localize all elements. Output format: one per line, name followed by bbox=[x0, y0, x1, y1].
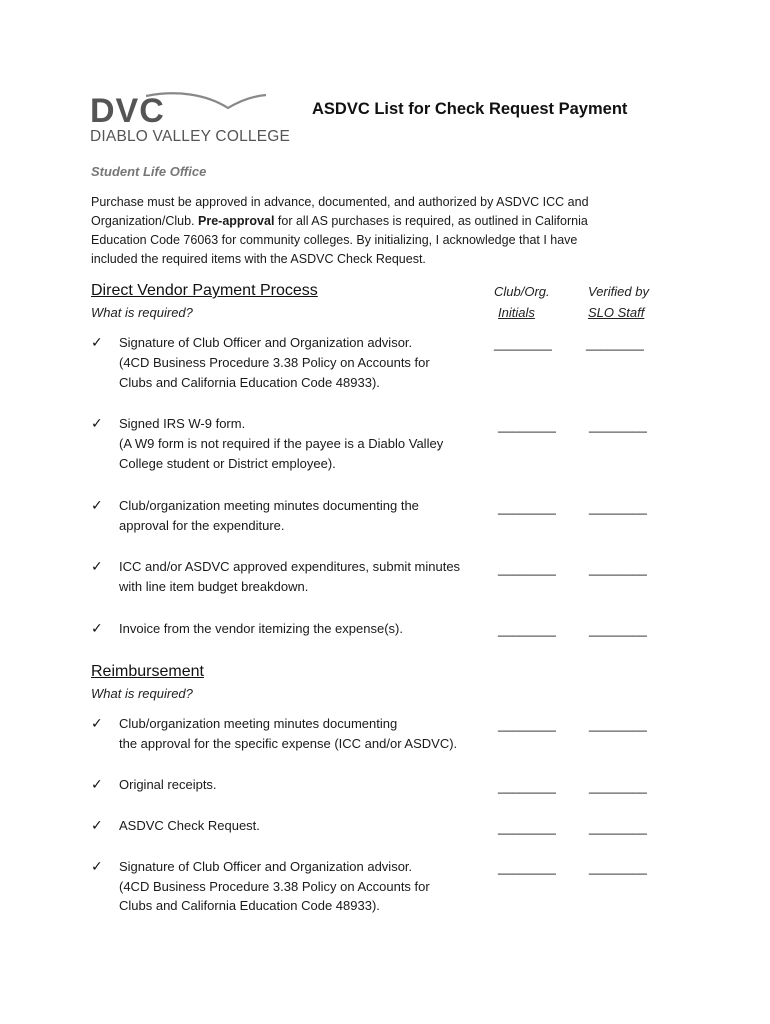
list-item bbox=[119, 414, 489, 474]
item-line: Clubs and California Education Code 48933). bbox=[119, 375, 380, 390]
section-subtitle-direct-vendor: What is required? bbox=[91, 305, 193, 320]
checkmark-icon: ✓ bbox=[91, 715, 103, 731]
initials-blank[interactable]: ________ bbox=[498, 500, 556, 515]
intro-paragraph bbox=[91, 193, 611, 269]
item-line: Clubs and California Education Code 48933). bbox=[119, 898, 380, 913]
item-line: (A W9 form is not required if the payee is a Diablo Valley bbox=[119, 436, 444, 451]
checkmark-icon: ✓ bbox=[91, 558, 103, 574]
checkmark-icon: ✓ bbox=[91, 334, 103, 350]
initials-blank[interactable]: ________ bbox=[498, 717, 556, 732]
initials-blank[interactable]: ________ bbox=[498, 622, 556, 637]
item-line: with line item budget breakdown. bbox=[119, 579, 309, 594]
intro-bold: Pre-approval bbox=[198, 214, 275, 228]
initials-blank[interactable]: ________ bbox=[498, 820, 556, 835]
list-item bbox=[119, 857, 489, 916]
item-line: Club/organization meeting minutes documenting bbox=[119, 716, 398, 731]
item-line: approval for the expenditure. bbox=[119, 518, 285, 533]
item-line: ASDVC Check Request. bbox=[119, 818, 260, 833]
list-item bbox=[119, 775, 489, 795]
verified-blank[interactable]: ________ bbox=[589, 820, 647, 835]
verified-blank[interactable]: ________ bbox=[586, 336, 644, 351]
column-header-initials: Initials bbox=[498, 305, 535, 320]
list-item bbox=[119, 714, 489, 754]
item-line: College student or District employee). bbox=[119, 456, 336, 471]
intro-text-2: for all AS purchases is required, as outlined in California Education Code 76063 for community colleges. By initializing, I acknowledge that I have included the required items with the ASDVC Check Request. bbox=[91, 214, 588, 266]
section-title-reimbursement: Reimbursement bbox=[91, 663, 204, 680]
checkmark-icon: ✓ bbox=[91, 858, 103, 874]
verified-blank[interactable]: ________ bbox=[589, 860, 647, 875]
checkmark-icon: ✓ bbox=[91, 497, 103, 513]
section-subtitle-reimbursement: What is required? bbox=[91, 686, 193, 701]
item-line: the approval for the specific expense (ICC and/or ASDVC). bbox=[119, 736, 458, 751]
verified-blank[interactable]: ________ bbox=[589, 622, 647, 637]
item-line: ICC and/or ASDVC approved expenditures, submit minutes bbox=[119, 559, 461, 574]
column-header-slo-staff: SLO Staff bbox=[588, 305, 645, 320]
initials-blank[interactable]: ________ bbox=[498, 779, 556, 794]
initials-blank[interactable]: ________ bbox=[494, 336, 552, 351]
list-item bbox=[119, 619, 489, 639]
office-name: Student Life Office bbox=[91, 164, 207, 179]
verified-blank[interactable]: ________ bbox=[589, 500, 647, 515]
item-line: (4CD Business Procedure 3.38 Policy on Accounts for bbox=[119, 355, 430, 370]
column-header-verified-by: Verified by bbox=[588, 284, 649, 299]
verified-blank[interactable]: ________ bbox=[589, 418, 647, 433]
item-line: Signed IRS W-9 form. bbox=[119, 416, 246, 431]
list-item bbox=[119, 557, 489, 597]
verified-blank[interactable]: ________ bbox=[589, 561, 647, 576]
logo-college-name: DIABLO VALLEY COLLEGE bbox=[90, 128, 291, 145]
section-title-direct-vendor: Direct Vendor Payment Process bbox=[91, 282, 318, 299]
checkmark-icon: ✓ bbox=[91, 817, 103, 833]
initials-blank[interactable]: ________ bbox=[498, 860, 556, 875]
list-item bbox=[119, 816, 489, 836]
page-title: ASDVC List for Check Request Payment bbox=[312, 100, 628, 118]
checkmark-icon: ✓ bbox=[91, 776, 103, 792]
checkmark-icon: ✓ bbox=[91, 415, 103, 431]
intro-text-1: Purchase must be approved in advance, documented, and authorized by ASDVC ICC and Organization/Club. bbox=[91, 195, 589, 228]
item-line: Original receipts. bbox=[119, 777, 217, 792]
logo-swoosh-icon bbox=[146, 90, 268, 114]
item-line: Club/organization meeting minutes documenting the bbox=[119, 498, 419, 513]
list-item bbox=[119, 496, 489, 536]
list-item bbox=[119, 333, 489, 393]
item-line: Signature of Club Officer and Organization advisor. bbox=[119, 859, 413, 874]
item-line: (4CD Business Procedure 3.38 Policy on Accounts for bbox=[119, 878, 430, 894]
item-line: Signature of Club Officer and Organization advisor. bbox=[119, 335, 413, 350]
item-line: Invoice from the vendor itemizing the expense(s). bbox=[119, 621, 403, 636]
checkmark-icon: ✓ bbox=[91, 620, 103, 636]
verified-blank[interactable]: ________ bbox=[589, 717, 647, 732]
initials-blank[interactable]: ________ bbox=[498, 418, 556, 433]
logo-dvc: DVC bbox=[90, 92, 165, 130]
column-header-club-org: Club/Org. bbox=[494, 284, 550, 299]
initials-blank[interactable]: ________ bbox=[498, 561, 556, 576]
verified-blank[interactable]: ________ bbox=[589, 779, 647, 794]
